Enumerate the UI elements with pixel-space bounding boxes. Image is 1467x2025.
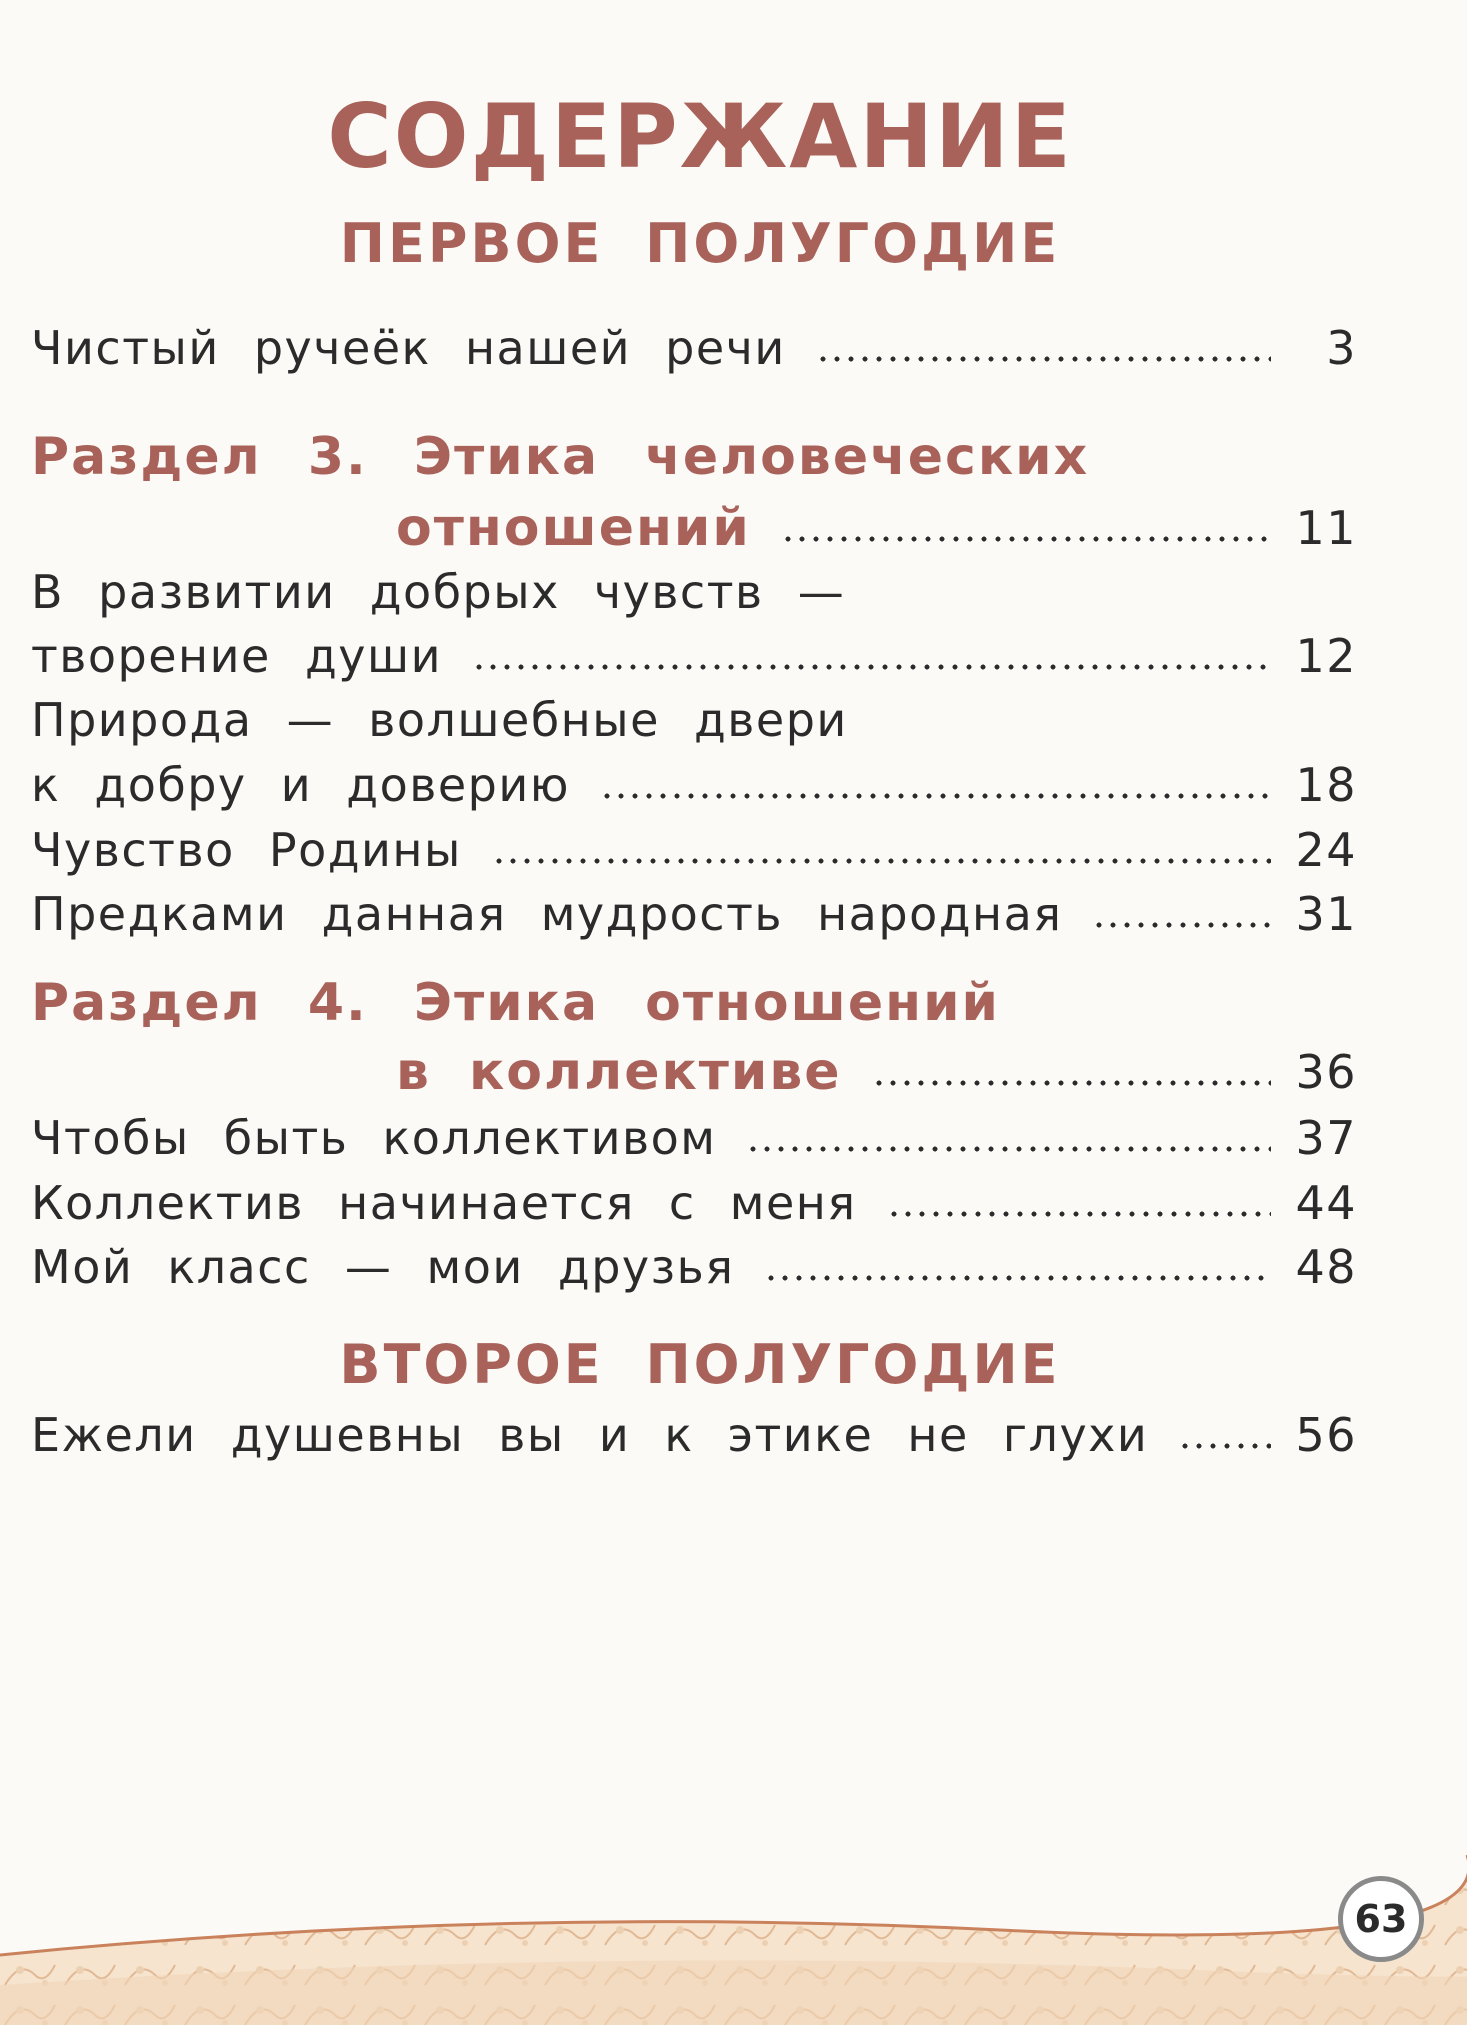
toc-entry[interactable] (31, 1237, 1357, 1297)
toc-entry-page: 37 (1295, 1111, 1357, 1165)
footer-ornament (0, 1835, 1467, 2025)
toc-leader-dots (1092, 920, 1271, 930)
toc-leader-dots (600, 791, 1271, 801)
section-4-heading-line2: в коллективе (396, 1042, 842, 1102)
toc-leader-dots (1178, 1441, 1271, 1451)
toc-entry-page: 3 (1326, 321, 1357, 375)
page-number-badge: 63 (1338, 1876, 1424, 1962)
toc-leader-dots (764, 1273, 1271, 1283)
toc-entry-page: 12 (1295, 629, 1357, 683)
toc-entry-page: 31 (1295, 887, 1357, 941)
toc-entry-title: Мой класс — мои друзья (31, 1240, 735, 1294)
section-3-heading-row[interactable] (396, 496, 1357, 558)
second-half-heading: ВТОРОЕ ПОЛУГОДИЕ (339, 1333, 1061, 1396)
toc-entry[interactable] (31, 318, 1357, 378)
toc-entry-title: Чувство Родины (31, 823, 462, 877)
toc-leader-dots (816, 354, 1271, 364)
toc-entry-title: Чтобы быть коллективом (31, 1111, 717, 1165)
toc-entry[interactable] (31, 820, 1357, 880)
section-3-heading-line2: отношений (396, 498, 751, 558)
page-title: СОДЕРЖАНИЕ (327, 85, 1073, 188)
toc-entry-line1: В развитии добрых чувств — (31, 565, 846, 619)
toc-entry-title: Предками данная мудрость народная (31, 887, 1063, 941)
toc-entry[interactable] (31, 1405, 1357, 1465)
section-3-heading: Раздел 3. Этика человеческих (31, 427, 1090, 487)
toc-entry-line1: Природа — волшебные двери (31, 693, 848, 747)
toc-entry-title: к добру и доверию (31, 758, 570, 812)
toc-entry-page: 56 (1295, 1408, 1357, 1462)
toc-entry-page: 24 (1295, 823, 1357, 877)
first-half-heading: ПЕРВОЕ ПОЛУГОДИЕ (339, 212, 1061, 275)
toc-entry-title: Коллектив начинается с меня (31, 1176, 857, 1230)
section-4-heading-row[interactable] (396, 1040, 1357, 1102)
toc-entry[interactable] (31, 626, 1357, 686)
toc-leader-dots (746, 1144, 1271, 1154)
toc-leader-dots (781, 534, 1271, 544)
toc-entry-title: Ежели душевны вы и к этике не глухи (31, 1408, 1149, 1462)
section-4-heading: Раздел 4. Этика отношений (31, 973, 1000, 1033)
toc-entry[interactable] (31, 884, 1357, 944)
toc-entry[interactable] (31, 755, 1357, 815)
toc-entry[interactable] (31, 1173, 1357, 1233)
toc-entry-title: творение души (31, 629, 442, 683)
toc-entry[interactable] (31, 1108, 1357, 1168)
toc-entry-page: 18 (1295, 758, 1357, 812)
toc-entry-title: Чистый ручеёк нашей речи (31, 321, 786, 375)
toc-entry-page: 44 (1295, 1176, 1357, 1230)
toc-leader-dots (887, 1209, 1271, 1219)
toc-leader-dots (872, 1078, 1271, 1088)
toc-leader-dots (472, 662, 1271, 672)
toc-leader-dots (492, 856, 1271, 866)
section-4-page: 36 (1295, 1045, 1357, 1099)
toc-entry-page: 48 (1295, 1240, 1357, 1294)
section-3-page: 11 (1295, 501, 1357, 555)
